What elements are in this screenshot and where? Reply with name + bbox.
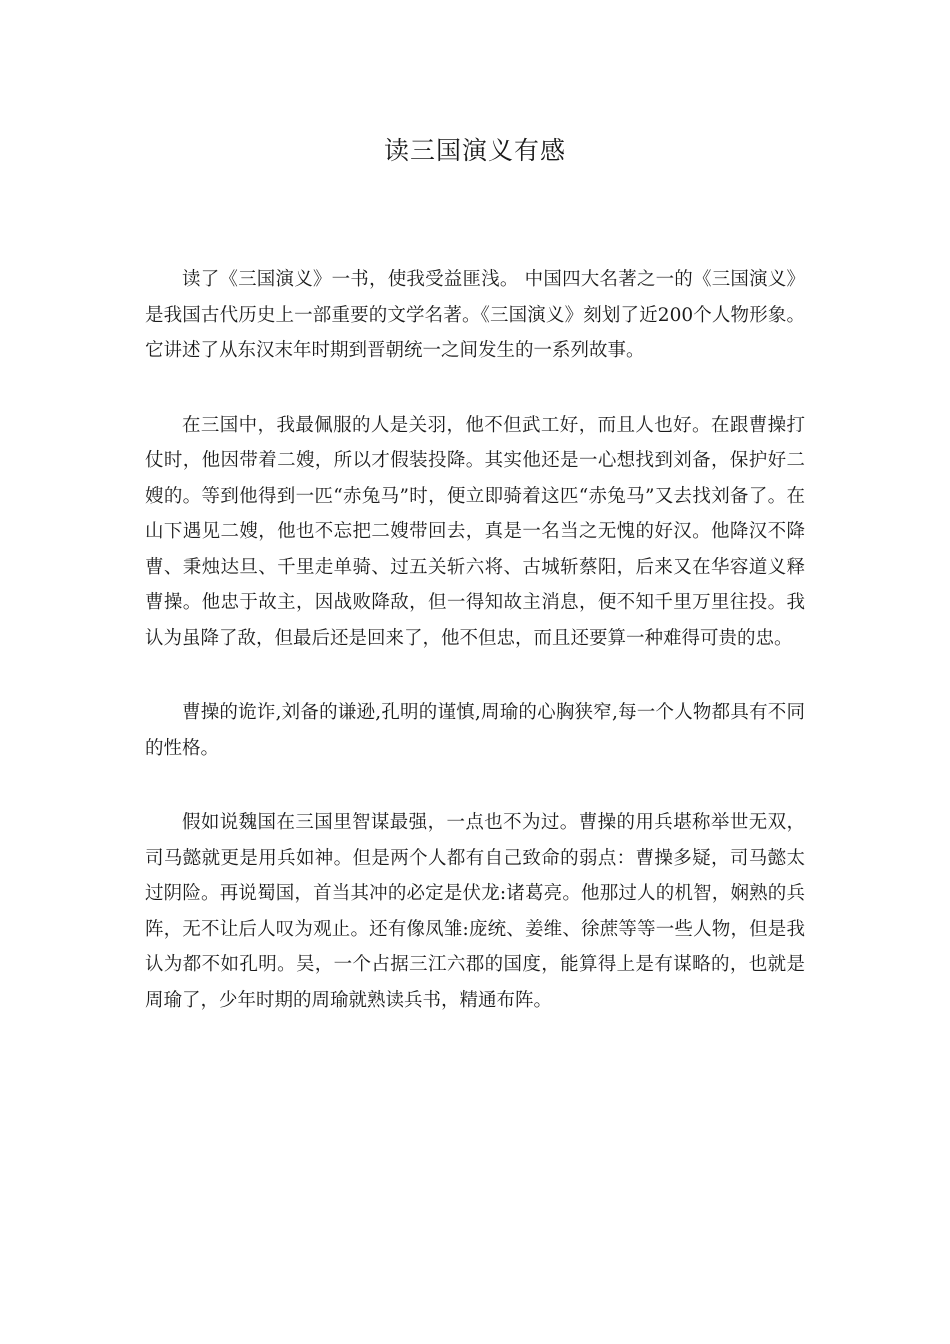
- paragraph-2: 在三国中，我最佩服的人是关羽，他不但武工好，而且人也好。在跟曹操打仗时，他因带着二嫂，所以才假装投降。其实他还是一心想找到刘备，保护好二嫂的。等到他得到一匹“赤兔马”时，便立即骑着这匹“赤兔马”又去找刘备了。在山下遇见二嫂，他也不忘把二嫂带回去，真是一名当之无愧的好汉。他降汉不降曹、秉烛达旦、千里走单骑、过五关斩六将、古城斩蔡阳，后来又在华容道义释曹操。他忠于故主，因战败降敌，但一得知故主消息，便不知千里万里往投。我认为虽降了敌，但最后还是回来了，他不但忠，而且还要算一种难得可贵的忠。: [145, 414, 805, 649]
- paragraph-3: 曹操的诡诈,刘备的谦逊,孔明的谨慎,周瑜的心胸狭窄,每一个人物都具有不同的性格。: [145, 702, 805, 759]
- document-title: 读三国演义有感: [383, 136, 566, 165]
- document-body: [145, 262, 805, 1057]
- paragraph-4: 假如说魏国在三国里智谋最强，一点也不为过。曹操的用兵堪称举世无双，司马懿就更是用兵如神。但是两个人都有自己致命的弱点：曹操多疑，司马懿太过阴险。再说蜀国，首当其冲的必定是伏龙:诸葛亮。他那过人的机智，娴熟的兵阵，无不让后人叹为观止。还有像凤雏:庞统、姜维、徐蔗等等一些人物，但是我认为都不如孔明。吴，一个占据三江六郡的国度，能算得上是有谋略的，也就是周瑜了，少年时期的周瑜就熟读兵书，精通布阵。: [145, 812, 805, 1011]
- paragraph-1: 读了《三国演义》一书，使我受益匪浅。 中国四大名著之一的《三国演义》是我国古代历史上一部重要的文学名著。《三国演义》刻划了近200个人物形象。它讲述了从东汉末年时期到晋朝统一之间发生的一系列故事。: [145, 269, 805, 361]
